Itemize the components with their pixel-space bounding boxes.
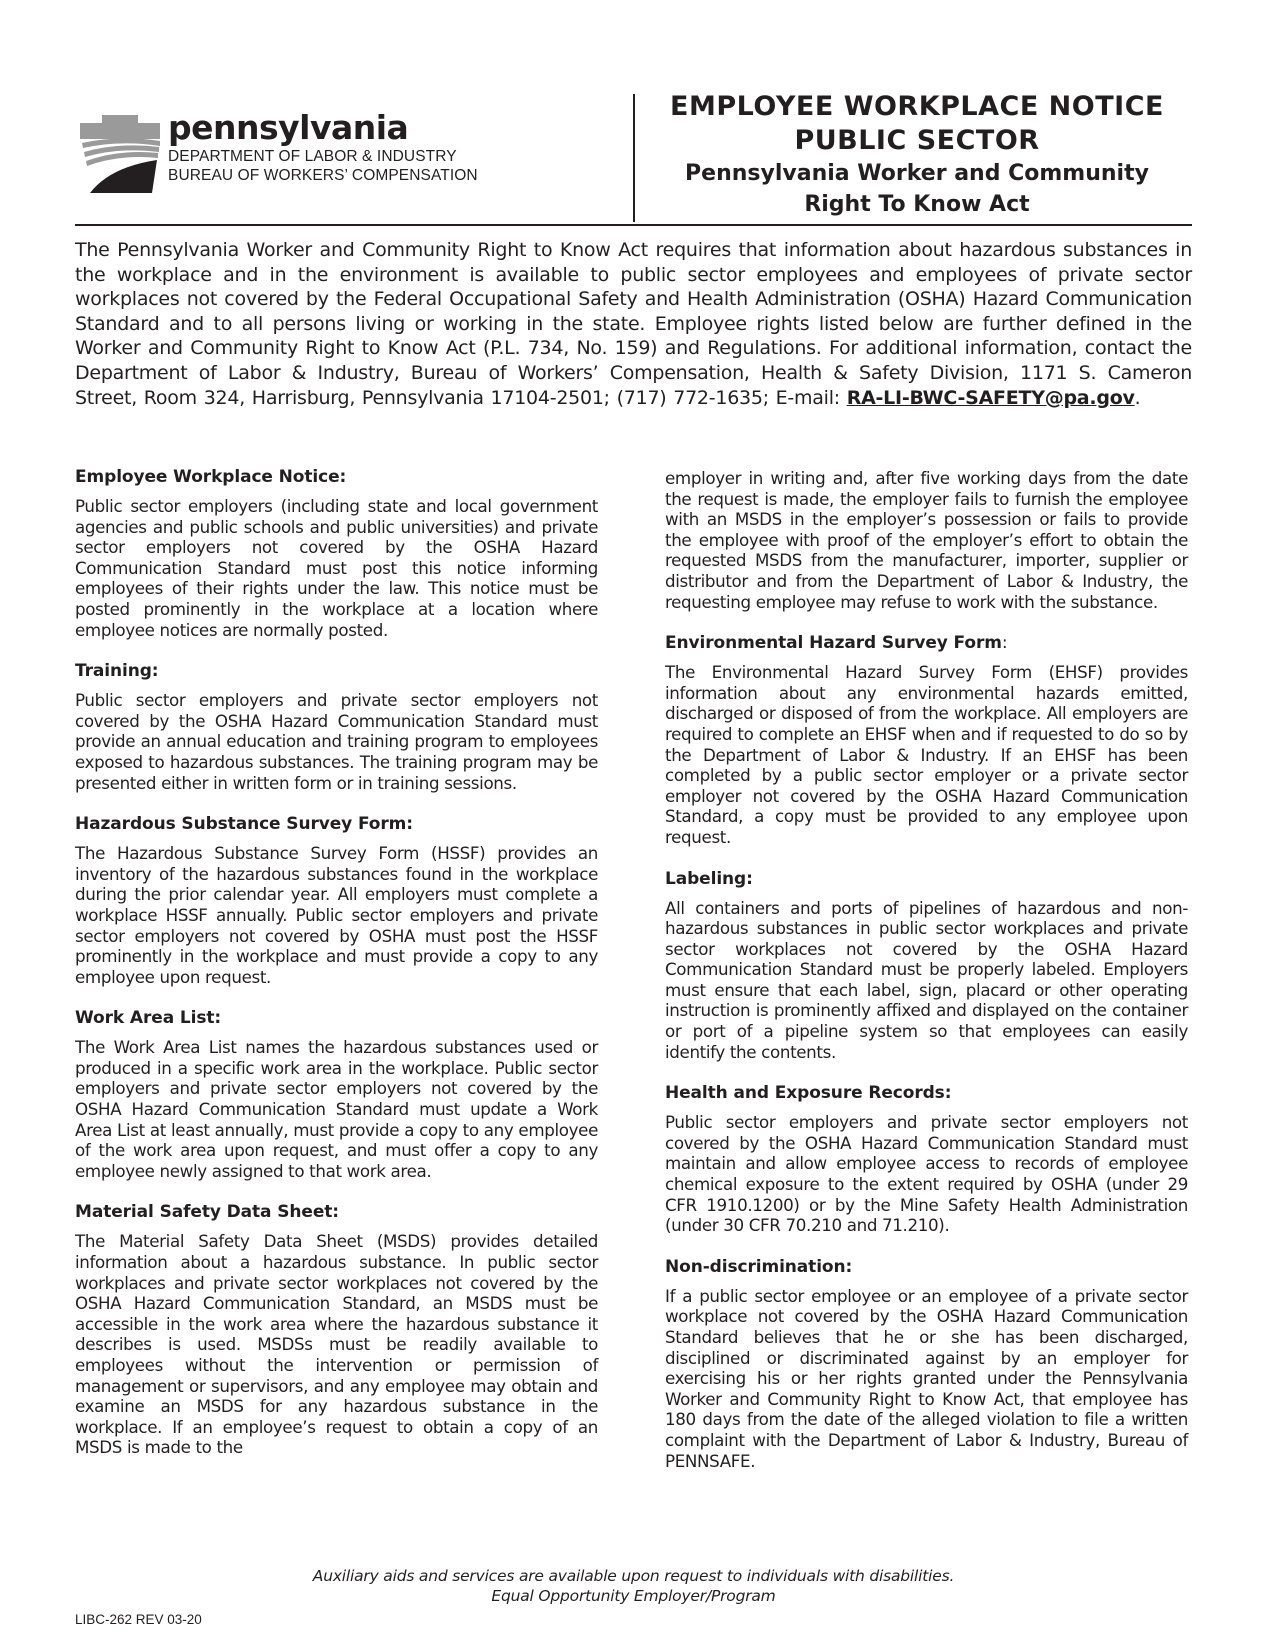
right-column bbox=[665, 468, 1188, 1491]
section-heading: Employee Workplace Notice: bbox=[75, 467, 347, 487]
page-footer bbox=[75, 1566, 1192, 1606]
logo-department: DEPARTMENT OF LABOR & INDUSTRY bbox=[168, 148, 457, 165]
intro-end: . bbox=[1134, 386, 1141, 409]
section-work-area-list bbox=[75, 1007, 598, 1181]
section-heading: Labeling: bbox=[665, 868, 753, 889]
page-title-sector: PUBLIC SECTOR bbox=[794, 125, 1040, 156]
logo-state-name: pennsylvania bbox=[168, 108, 409, 147]
section-heading-text: Environmental Hazard Survey Form bbox=[665, 633, 1002, 654]
msds-continuation bbox=[665, 468, 1188, 612]
keystone-logo-icon bbox=[80, 115, 160, 193]
section-body: The Material Safety Data Sheet (MSDS) provides detailed information about a hazardous substance. In public sector workplaces and private sector workplaces not covered by the OSHA Hazard Communication Standard, an MSDS must be accessible in the work area where the hazardous substance it describes is used. MSDSs must be readily available to employees without the intervention or permission of management or supervisors, and any employee may obtain and examine an MSDS for any hazardous substance in the workplace. If an employee’s request to obtain a copy of an MSDS is made to the bbox=[75, 1231, 598, 1458]
section-heading: Hazardous Substance Survey Form: bbox=[75, 814, 413, 835]
intro-paragraph bbox=[75, 238, 1192, 410]
email-link[interactable]: RA-LI-BWC-SAFETY@pa.gov bbox=[846, 386, 1135, 409]
page-subtitle-line1: Pennsylvania Worker and Community bbox=[685, 161, 1149, 186]
page-title: EMPLOYEE WORKPLACE NOTICE bbox=[670, 91, 1164, 122]
logo-bureau: BUREAU OF WORKERS’ COMPENSATION bbox=[168, 167, 478, 184]
title-block bbox=[637, 90, 1197, 220]
section-heading: Health and Exposure Records: bbox=[665, 1083, 952, 1104]
section-body: The Work Area List names the hazardous substances used or produced in a specific work area in the workplace. Public sector employers and private sector employers not covered by the OSHA Hazard Communication Standard must update a Work Area List at least annually, must provide a copy to any employee of the work area upon request, and must offer a copy to any employee newly assigned to that work area. bbox=[75, 1037, 598, 1181]
section-labeling bbox=[665, 868, 1188, 1063]
page-subtitle-line2: Right To Know Act bbox=[804, 192, 1030, 217]
section-heading: Training: bbox=[75, 661, 159, 682]
section-employee-workplace-notice bbox=[75, 466, 598, 640]
section-heading: Material Safety Data Sheet: bbox=[75, 1202, 339, 1223]
section-training bbox=[75, 660, 598, 793]
section-environmental-hazard-survey-form bbox=[665, 632, 1188, 847]
section-material-safety-data-sheet bbox=[75, 1201, 598, 1458]
section-body: Public sector employers (including state and local government agencies and public schools and public universities) and private sector employers not covered by the OSHA Hazard Communication Standard must post this notice informing employees of their rights under the law. This notice must be posted prominently in the workplace at a location where employee notices are normally posted. bbox=[75, 496, 598, 640]
section-body: The Hazardous Substance Survey Form (HSSF) provides an inventory of the hazardous substances found in the workplace during the prior calendar year. All employers must complete a workplace HSSF annually. Public sector employers and private sector employers not covered by OSHA must post the HSSF prominently in the workplace and must provide a copy to any employee upon request. bbox=[75, 843, 598, 987]
accessibility-statement: Auxiliary aids and services are available upon request to individuals with disabilities. bbox=[312, 1567, 955, 1585]
page-header bbox=[75, 90, 1192, 226]
header-divider bbox=[633, 94, 635, 222]
section-heading bbox=[665, 632, 1188, 654]
section-body: The Environmental Hazard Survey Form (EHSF) provides information about any environmental hazards emitted, discharged or disposed of from the workplace. All employers are required to complete an EHSF when and if requested to do so by the Department of Labor & Industry. If an EHSF has been completed by a public sector employer or a private sector employer not covered by the OSHA Hazard Communication Standard, a copy must be provided to any employee upon request. bbox=[665, 662, 1188, 847]
section-heading: Work Area List: bbox=[75, 1008, 222, 1029]
section-body: If a public sector employee or an employee of a private sector workplace not covered by the OSHA Hazard Communication Standard believes that he or she has been discharged, disciplined or discriminated against by an employer for exercising his or her rights granted under the Pennsylvania Worker and Community Right to Know Act, that employee has 180 days from the date of the alleged violation to file a written complaint with the Department of Labor & Industry, Bureau of PENNSAFE. bbox=[665, 1285, 1188, 1471]
section-body: All containers and ports of pipelines of hazardous and non-hazardous substances in public sector workplaces and private sector workplaces not covered by the OSHA Hazard Communication Standard must be properly labeled. Employers must ensure that each label, sign, placard or other operating instruction is prominently affixed and displayed on the container or port of a pipeline system so that employees can easily identify the contents. bbox=[665, 897, 1188, 1062]
section-heading-colon: : bbox=[1001, 633, 1008, 654]
equal-opportunity-statement: Equal Opportunity Employer/Program bbox=[491, 1587, 776, 1605]
form-code: LIBC-262 REV 03-20 bbox=[75, 1612, 202, 1627]
left-column bbox=[75, 466, 598, 1478]
section-hazardous-substance-survey-form bbox=[75, 813, 598, 987]
section-heading: Non-discrimination: bbox=[665, 1256, 853, 1277]
intro-text: The Pennsylvania Worker and Community Right to Know Act requires that information about hazardous substances in the workplace and in the environment is available to public sector employees and employees of private sector workplaces not covered by the Federal Occupational Safety and Health Administration (OSHA) Hazard Communication Standard and to all persons living or working in the state. Employee rights listed below are further defined in the Worker and Community Right to Know Act (P.L. 734, No. 159) and Regulations. For additional information, contact the Department of Labor & Industry, Bureau of Workers’ Compensation, Health & Safety Division, 1171 S. Cameron Street, Room 324, Harrisburg, Pennsylvania 17104-2501; (717) 772-1635; E-mail: bbox=[75, 239, 1192, 409]
section-health-and-exposure-records bbox=[665, 1082, 1188, 1236]
section-body: Public sector employers and private sector employers not covered by the OSHA Hazard Communication Standard must provide an annual education and training program to employees exposed to hazardous substances. The training program may be presented either in written form or in training sessions. bbox=[75, 690, 598, 793]
section-body-continued: employer in writing and, after five working days from the date the request is made, the employer fails to furnish the employee with an MSDS in the employer’s possession or fails to provide the employee with proof of the employer’s effort to obtain the requested MSDS from the manufacturer, importer, supplier or distributor and from the Department of Labor & Industry, the requesting employee may refuse to work with the substance. bbox=[665, 468, 1188, 612]
pa-labor-logo bbox=[80, 105, 600, 195]
section-non-discrimination bbox=[665, 1256, 1188, 1471]
section-body: Public sector employers and private sector employers not covered by the OSHA Hazard Communication Standard must maintain and allow employee access to records of employee chemical exposure to the extent required by OSHA (under 29 CFR 1910.1200) or by the Mine Safety Health Administration (under 30 CFR 70.210 and 71.210). bbox=[665, 1112, 1188, 1236]
